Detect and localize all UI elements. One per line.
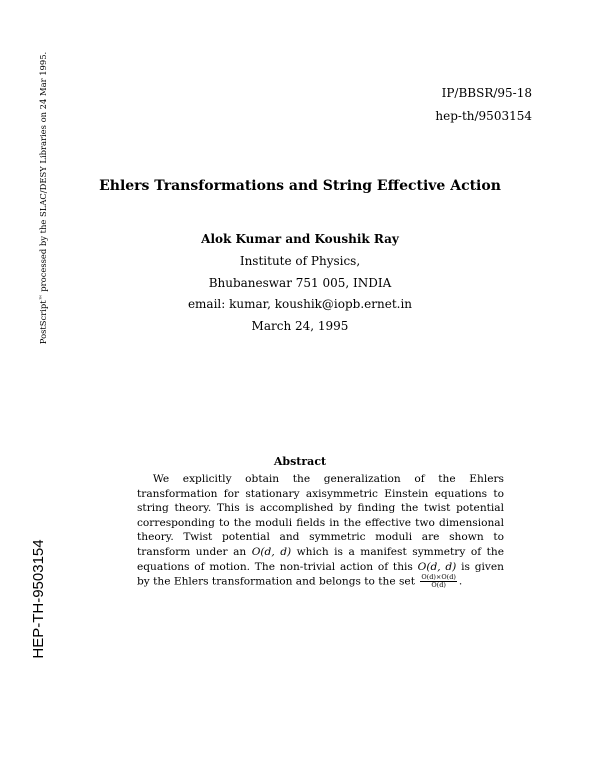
date: March 24, 1995 [251, 319, 349, 333]
trademark-mark: ™ [39, 294, 46, 301]
abstract-text-3: is given by the Ehlers transformation and belongs to the set [137, 560, 504, 588]
coset-fraction [420, 574, 457, 589]
library-stamp [37, 18, 49, 378]
abstract-text-1: We explicitly obtain the generalization of the Ehlers transformation for stationary axisymmetric Einstein equations to string theory. This is accomplished by finding the twist potential corresponding to the moduli fields in the effective two dimensional theory. Twist potential and symmetric moduli are shown to transform under an [137, 473, 504, 558]
vertical-arxiv-id: HEP-TH-9503154 [30, 539, 47, 659]
abstract-heading: Abstract [273, 455, 327, 468]
email: email: kumar, koushik@iopb.ernet.in [187, 297, 413, 311]
stamp-rest: processed by the SLAC/DESY Libraries on 24 Mar 1995. [38, 51, 48, 295]
abstract-math-1: O(d, d) [251, 545, 292, 558]
fraction-denominator: O(d) [431, 581, 446, 590]
authors: Alok Kumar and Koushik Ray [201, 232, 399, 246]
affiliation-address: Bhubaneswar 751 005, INDIA [208, 276, 392, 290]
affiliation-institute: Institute of Physics, [239, 254, 361, 268]
abstract-body [137, 472, 504, 589]
report-number: IP/BBSR/95-18 [441, 86, 532, 100]
arxiv-id: hep-th/9503154 [435, 109, 532, 123]
abstract-math-2: O(d, d) [417, 560, 457, 573]
fraction-numerator: O(d)×O(d) [421, 573, 456, 582]
abstract-text-2: which is a manifest symmetry of the equations of motion. The non-trivial action of this [137, 545, 504, 573]
abstract-text-4: . [458, 575, 463, 588]
stamp-prefix: PostScript [38, 300, 48, 345]
paper-title: Ehlers Transformations and String Effective Action [99, 178, 501, 194]
